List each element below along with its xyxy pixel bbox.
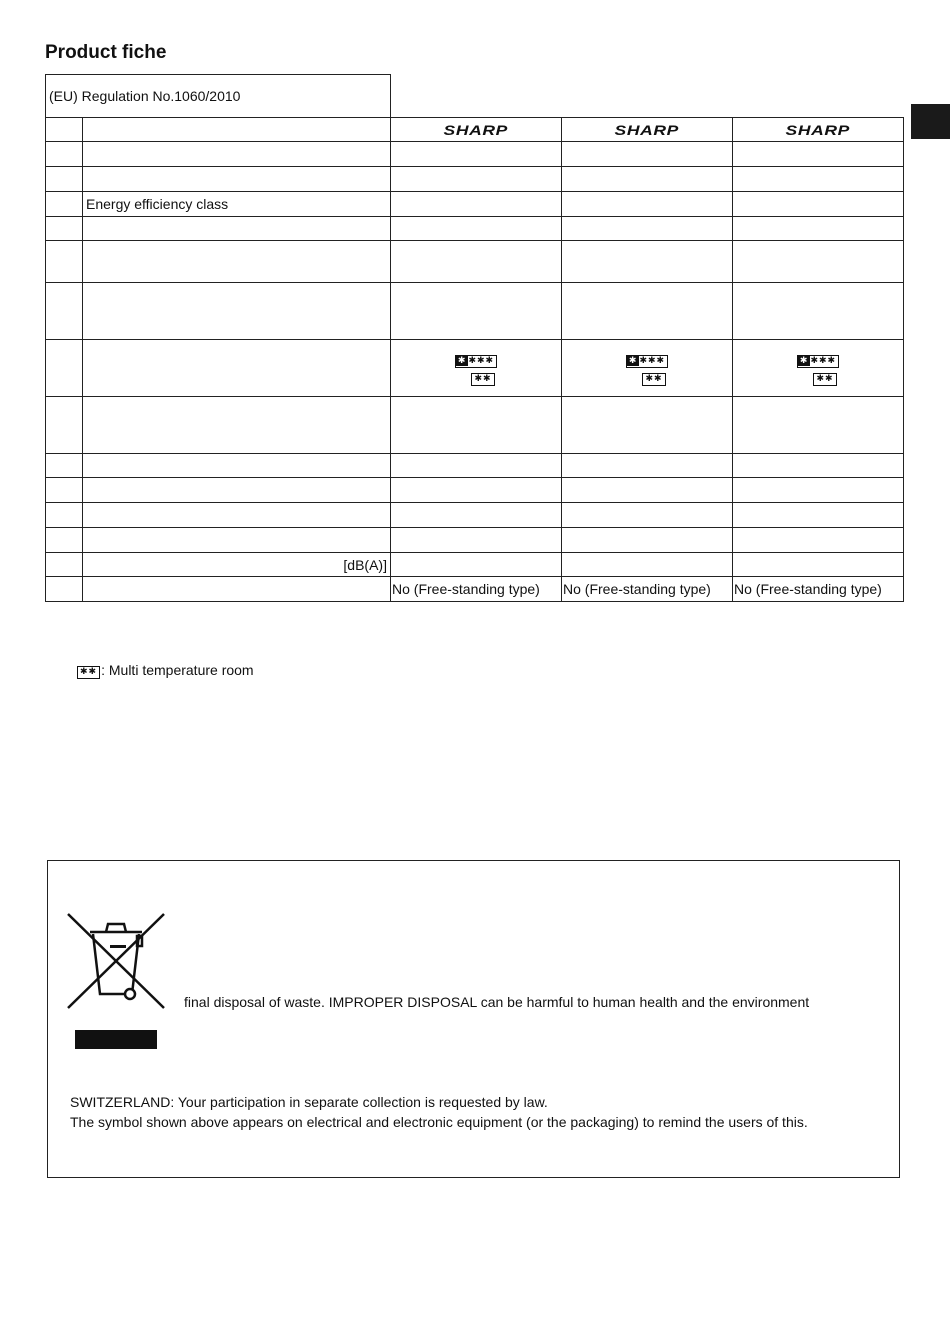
legend xyxy=(77,662,254,679)
table-row xyxy=(46,283,904,340)
two-star-compartment-icon: ✱✱ xyxy=(471,373,494,386)
table-row xyxy=(46,217,904,241)
sharp-logo: SHARP xyxy=(785,121,851,138)
builtin-value: No (Free-standing type) xyxy=(391,577,562,602)
two-star-compartment-icon: ✱✱ xyxy=(77,666,100,679)
separate-collection-bar xyxy=(75,1030,157,1049)
product-fiche-table xyxy=(45,74,904,602)
builtin-value: No (Free-standing type) xyxy=(562,577,733,602)
table-row xyxy=(46,192,904,217)
table-row xyxy=(46,241,904,283)
table-row xyxy=(46,454,904,478)
two-star-compartment-icon: ✱✱ xyxy=(813,373,836,386)
regulation-label: (EU) Regulation No.1060/2010 xyxy=(46,75,391,118)
table-row xyxy=(46,478,904,503)
disposal-text-line: final disposal of waste. IMPROPER DISPOSAL can be harmful to human health and the environment xyxy=(184,994,810,1010)
table-row xyxy=(46,528,904,553)
table-row xyxy=(46,75,904,118)
sharp-logo: SHARP xyxy=(443,121,509,138)
builtin-value: No (Free-standing type) xyxy=(733,577,904,602)
disposal-notice-box xyxy=(47,860,900,1178)
section-tab-marker xyxy=(911,104,950,139)
four-star-freezer-icon: ✱ ✱✱✱ xyxy=(626,355,668,368)
table-row xyxy=(46,397,904,454)
table-row xyxy=(46,118,904,142)
page-title: Product fiche xyxy=(45,42,167,63)
two-star-compartment-icon: ✱✱ xyxy=(642,373,665,386)
table-row xyxy=(46,167,904,192)
legend-text: : Multi temperature room xyxy=(101,662,254,678)
switzerland-notice: SWITZERLAND: Your participation in separate collection is requested by law. xyxy=(70,1094,548,1110)
four-star-freezer-icon: ✱ ✱✱✱ xyxy=(455,355,497,368)
table-row xyxy=(46,142,904,167)
table-row xyxy=(46,577,904,602)
table-row xyxy=(46,340,904,397)
table-row xyxy=(46,553,904,577)
four-star-freezer-icon: ✱ ✱✱✱ xyxy=(797,355,839,368)
noise-unit-label: [dB(A)] xyxy=(83,553,391,577)
crossed-out-wheelie-bin-icon xyxy=(66,912,166,1012)
table-row xyxy=(46,503,904,528)
symbol-note: The symbol shown above appears on electrical and electronic equipment (or the packaging) to remind the users of this. xyxy=(70,1114,808,1130)
sharp-logo: SHARP xyxy=(614,121,680,138)
energy-class-label: Energy efficiency class xyxy=(83,192,391,217)
